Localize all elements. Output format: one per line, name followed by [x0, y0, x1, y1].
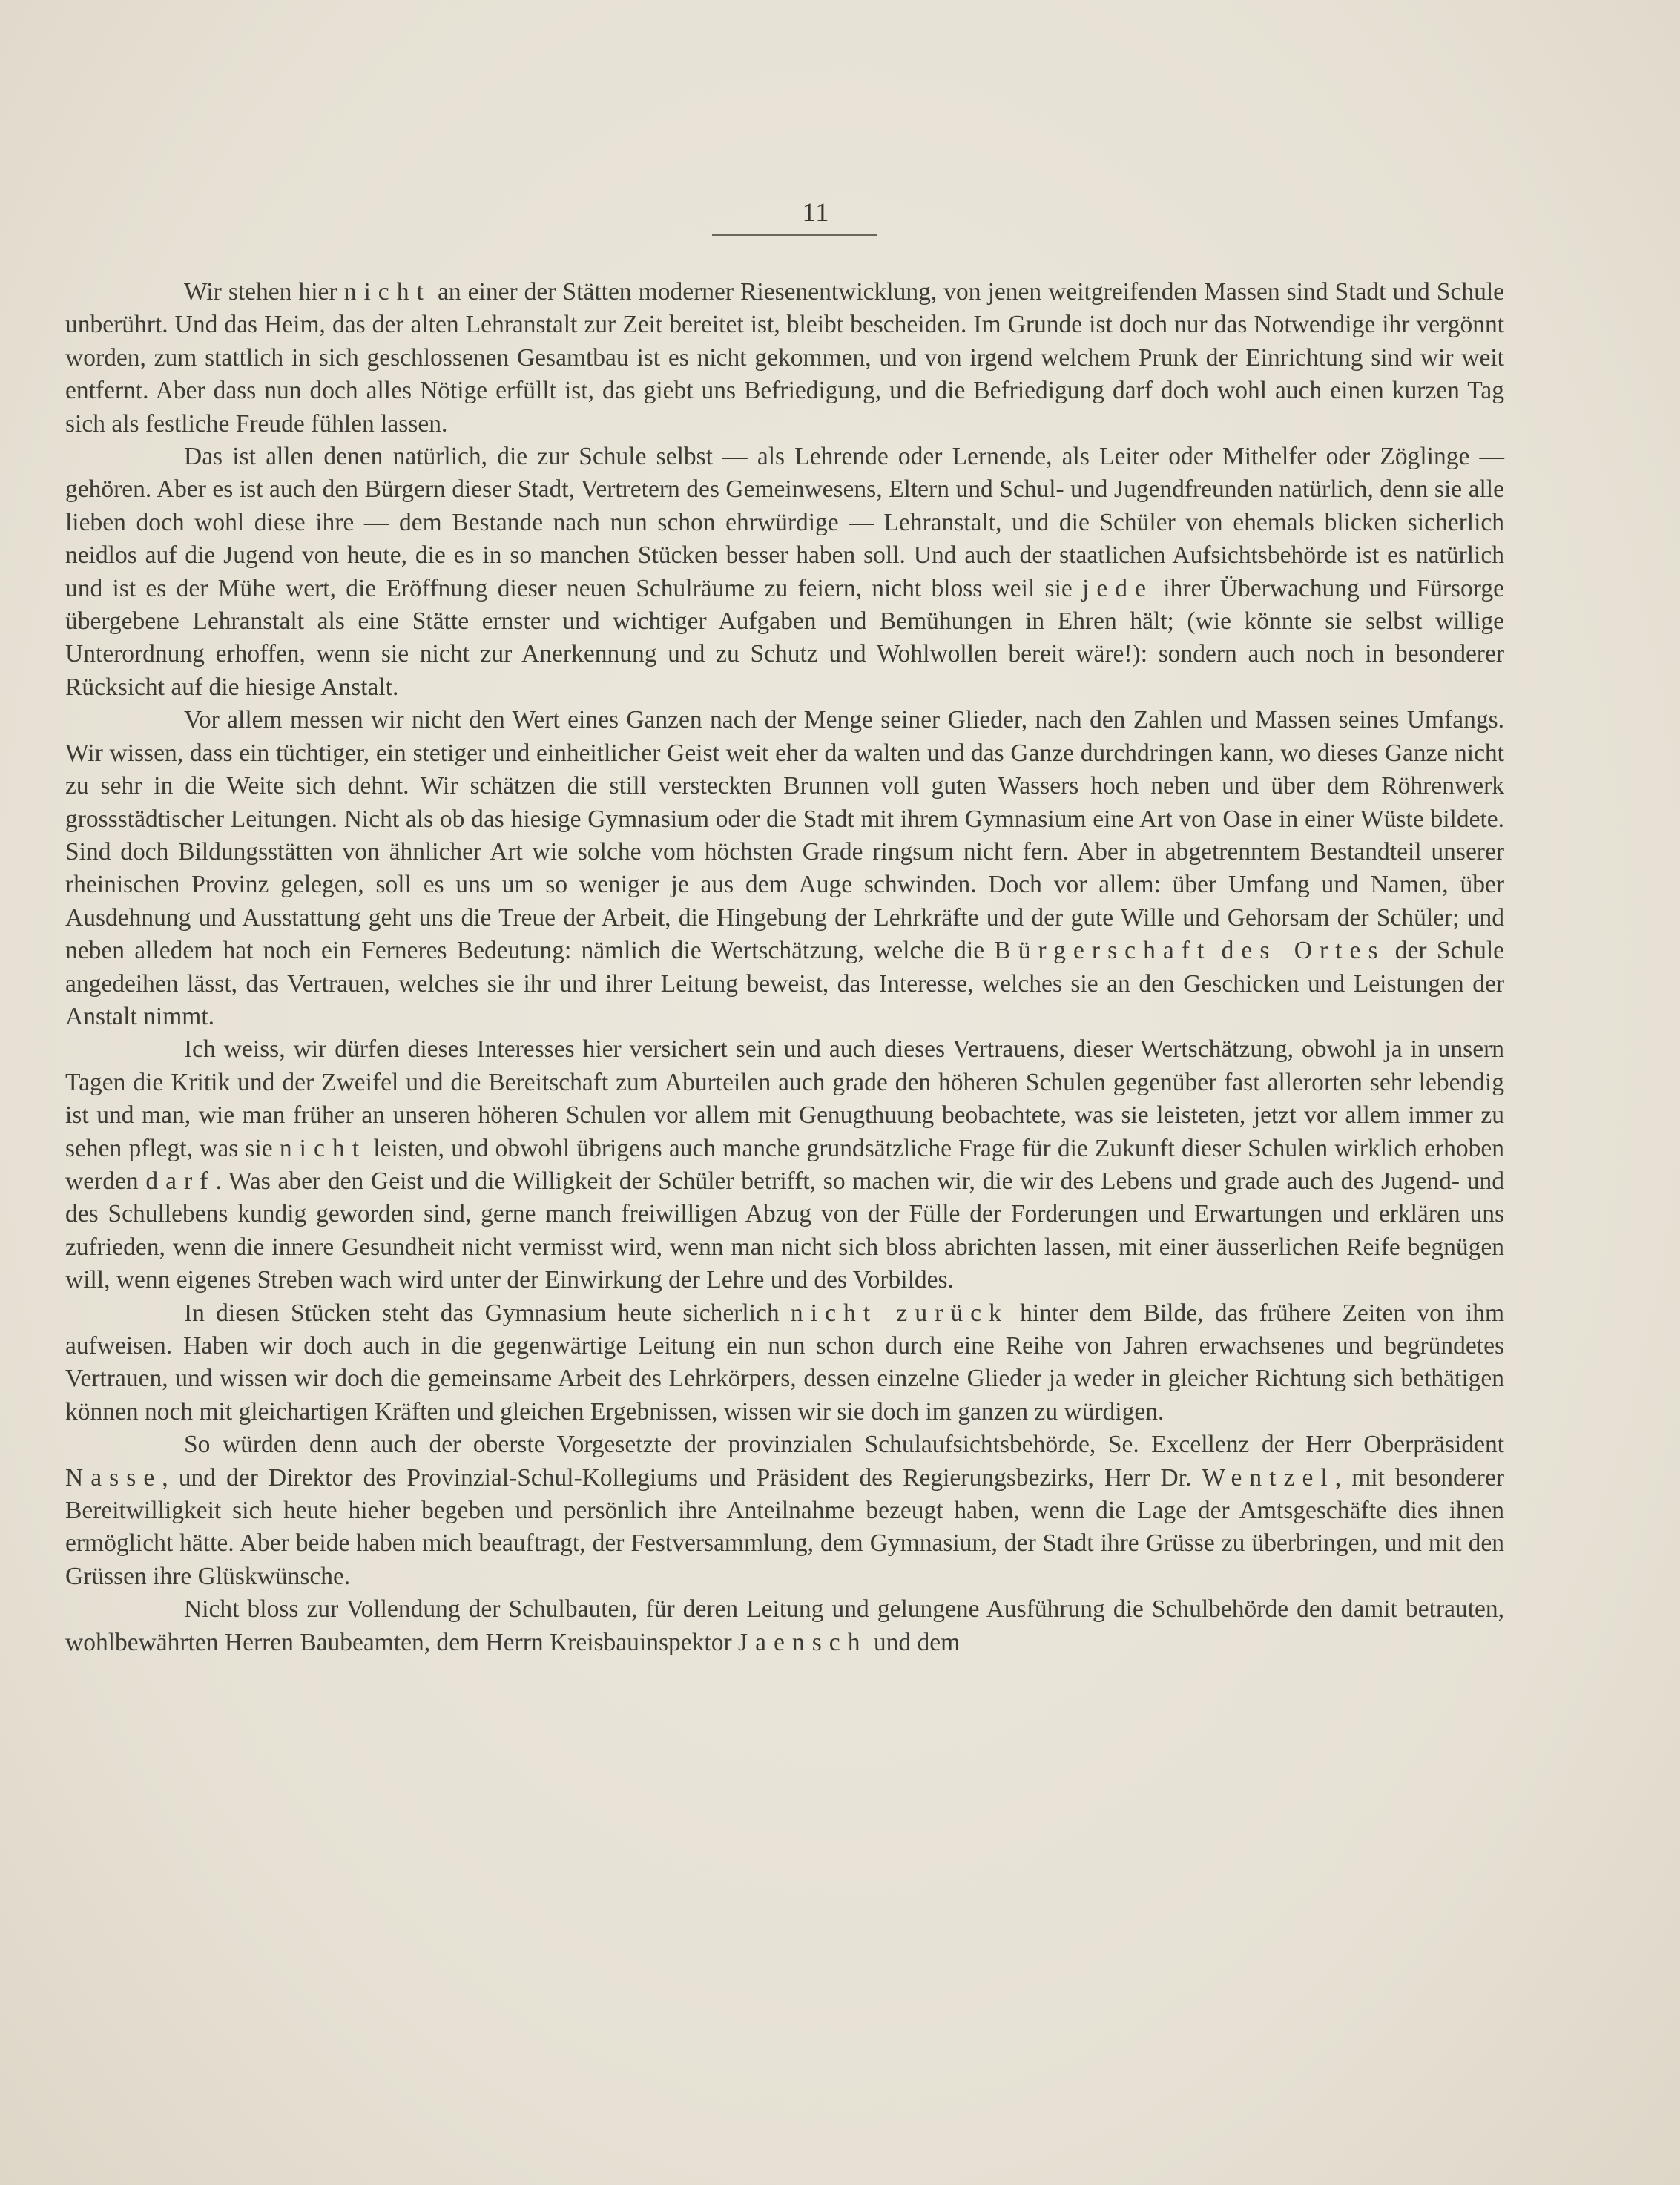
emphasized-text: darf [145, 1167, 216, 1195]
paragraph-4 [65, 1033, 1504, 1296]
text-run: So würden denn auch der oberste Vorgesetzte der provinzialen Schulaufsichtsbehörde, Se. Excellenz der Herr Oberpräsident [184, 1431, 1504, 1459]
text-run: Ich weiss, wir dürfen dieses Interesses hier versichert sein und auch dieses Vertrauens, dieser Wertschätzung, obwohl ja in unsern Tagen die Kritik und der Zweifel und die Bereitschaft zum Aburteilen auch grade den höheren Schulen gegenüber fast allerorten sehr lebendig ist und man, wie man früher an unseren höheren Schulen vor allem mit Genugthuung beobachtete, was sie leisteten, jetzt vor allem immer zu sehen pflegt, was sie [65, 1035, 1504, 1162]
emphasized-text: Nasse [65, 1463, 162, 1492]
text-run: und dem [867, 1628, 961, 1656]
paragraph-6 [65, 1428, 1504, 1593]
text-run: an einer der Stätten moderner Riesenentwicklung, von jenen weitgreifenden Massen sind Stadt und Schule unberührt. Und das Heim, das der alten Lehranstalt zur Zeit bereitet ist, bleibt bescheiden. Im Grunde ist doch nur das Notwendige ihr vergönnt worden, zum stattlich in sich geschlossenen Gesamtbau ist es nicht gekommen, und von irgend welchem Prunk der Einrichtung sind wir weit entfernt. Aber dass nun doch alles Nötige erfüllt ist, das giebt uns Befriedigung, und die Befriedigung darf doch wohl auch einen kurzen Tag sich als festliche Freude fühlen lassen. [65, 278, 1505, 438]
text-run: hinter dem Bilde, das frühere Zeiten von ihm aufweisen. Haben wir doch auch in die gegenwärtige Leitung ein nun schon durch eine Reihe von Jahren erwachsenes und begründetes Vertrauen, und wissen wir doch die gemeinsame Arbeit des Lehrkörpers, dessen einzelne Glieder ja weder in gleicher Richtung sich bethätigen können noch mit gleichartigen Kräften und gleichen Ergebnissen, wissen wir sie doch im ganzen zu würdigen. [65, 1299, 1504, 1426]
text-run [1211, 937, 1221, 964]
emphasized-text: nicht [343, 278, 431, 306]
emphasized-text: nicht [279, 1134, 367, 1162]
paragraph-2 [65, 441, 1504, 704]
text-run: , und der Direktor des Provinzial-Schul-Kollegiums und Präsident des Regierungsbezirks, Herr Dr. [162, 1463, 1202, 1492]
text-run: ihrer Überwachung und Fürsorge übergebene Lehranstalt als eine Stätte ernster und wichtiger Aufgaben und Bemühungen in Ehren hält; (wie könnte sie selbst willige Unterordnung erhoffen, wenn sie nicht zur Anerkennung und zu Schutz und Wohlwollen bereit wäre!): sondern auch noch in besonderer Rücksicht auf die hiesige Anstalt. [65, 574, 1504, 701]
text-run: Vor allem messen wir nicht den Wert eines Ganzen nach der Menge seiner Glieder, nach den Zahlen und Massen seines Umfangs. Wir wissen, dass ein tüchtiger, ein stetiger und einheitlicher Geist weit eher da walten und das Ganze durchdringen kann, wo dieses Ganze nicht zu sehr in die Weite sich dehnt. Wir schätzen die still versteckten Brunnen voll guten Wassers hoch neben und über dem Röhrenwerk grossstädtischer Leitungen. Nicht als ob das hiesige Gymnasium oder die Stadt mit ihrem Gymnasium eine Art von Oase in einer Wüste bildete. Sind doch Bildungsstätten von ähnlicher Art wie solche vom höchsten Grade ringsum nicht fern. Aber in abgetrenntem Bestandteil unserer rheinischen Provinz gelegen, soll es uns um so weniger je aus dem Auge schwinden. Doch vor allem: über Umfang und Namen, über Ausdehnung und Ausstattung geht uns die Treue der Arbeit, die Hingebung der Lehrkräfte und der gute Wille und Gehorsam der Schüler; und neben alledem hat noch ein Ferneres Bedeutung: nämlich die Wertschätzung, welche die [65, 706, 1504, 965]
text-run: leisten, und obwohl übrigens auch manche grundsätzliche Frage für die Zukunft dieser Schulen wirklich erhoben werden [65, 1134, 1504, 1195]
emphasized-text: nicht zurück [790, 1299, 1009, 1327]
text-run: . Was aber den Geist und die Willigkeit der Schüler betrifft, so machen wir, die wir des Lebens und grade auch des Jugend- und des Schullebens kundig geworden sind, gerne manch freiwilligen Abzug von der Fülle der Forderungen und Erwartungen und erklären uns zufrieden, wenn die innere Gesundheit nicht vermisst wird, wenn man nicht sich bloss abrichten lassen, mit einer äusserlichen Reife begnügen will, wenn eigenes Streben wach wird unter der Einwirkung der Lehre und des Vorbildes. [65, 1167, 1505, 1294]
emphasized-text: jede [1082, 574, 1154, 602]
emphasized-text: Bürgerschaft [994, 937, 1212, 965]
page-number-underline [712, 234, 877, 236]
paragraph-3 [65, 704, 1504, 1033]
emphasized-text: Wentzel [1202, 1463, 1335, 1492]
paragraph-7 [65, 1593, 1504, 1659]
paragraph-5 [65, 1297, 1504, 1429]
text-run: , mit besonderer Bereitwilligkeit sich heute hieher begeben und persönlich ihre Anteilnahme bezeugt haben, wenn die Lage der Amtsgeschäfte dies ihnen ermöglicht hätte. Aber beide haben mich beauftragt, der Festversammlung, dem Gymnasium, der Stadt ihre Grüsse zu überbringen, und mit den Grüssen ihre Glüskwünsche. [65, 1463, 1504, 1590]
text-run: der Schule angedeihen lässt, das Vertrauen, welches sie ihr und ihrer Leitung beweist, das Interesse, welches sie an den Geschicken und Leistungen der Anstalt nimmt. [65, 937, 1504, 1030]
page-number: 11 [802, 197, 830, 227]
text-run: In diesen Stücken steht das Gymnasium heute sicherlich [184, 1299, 791, 1327]
text-run: Wir stehen hier [184, 278, 344, 306]
text-run: Nicht bloss zur Vollendung der Schulbauten, für deren Leitung und gelungene Ausführung die Schulbehörde den damit betrauten, wohlbewährten Herren Baubeamten, dem Herrn Kreisbauinspektor [65, 1595, 1504, 1656]
emphasized-text: Jaensch [737, 1628, 868, 1656]
paragraph-1 [65, 276, 1504, 441]
body-text [65, 276, 1504, 1659]
emphasized-text: des Ortes [1221, 937, 1386, 965]
text-run: Das ist allen denen natürlich, die zur Schule selbst — als Lehrende oder Lernende, als Leiter oder Mithelfer oder Zöglinge — gehören. Aber es ist auch den Bürgern dieser Stadt, Vertretern des Gemeinwesens, Eltern und Schul- und Jugendfreunden natürlich, denn sie alle lieben doch wohl diese ihre — dem Bestande nach nun schon ehrwürdige — Lehranstalt, und die Schüler von ehemals blicken sicherlich neidlos auf die Jugend von heute, die es in so manchen Stücken besser haben soll. Und auch der staatlichen Aufsichtsbehörde ist es natürlich und ist es der Mühe wert, die Eröffnung dieser neuen Schulräume zu feiern, nicht bloss weil sie [65, 443, 1504, 602]
